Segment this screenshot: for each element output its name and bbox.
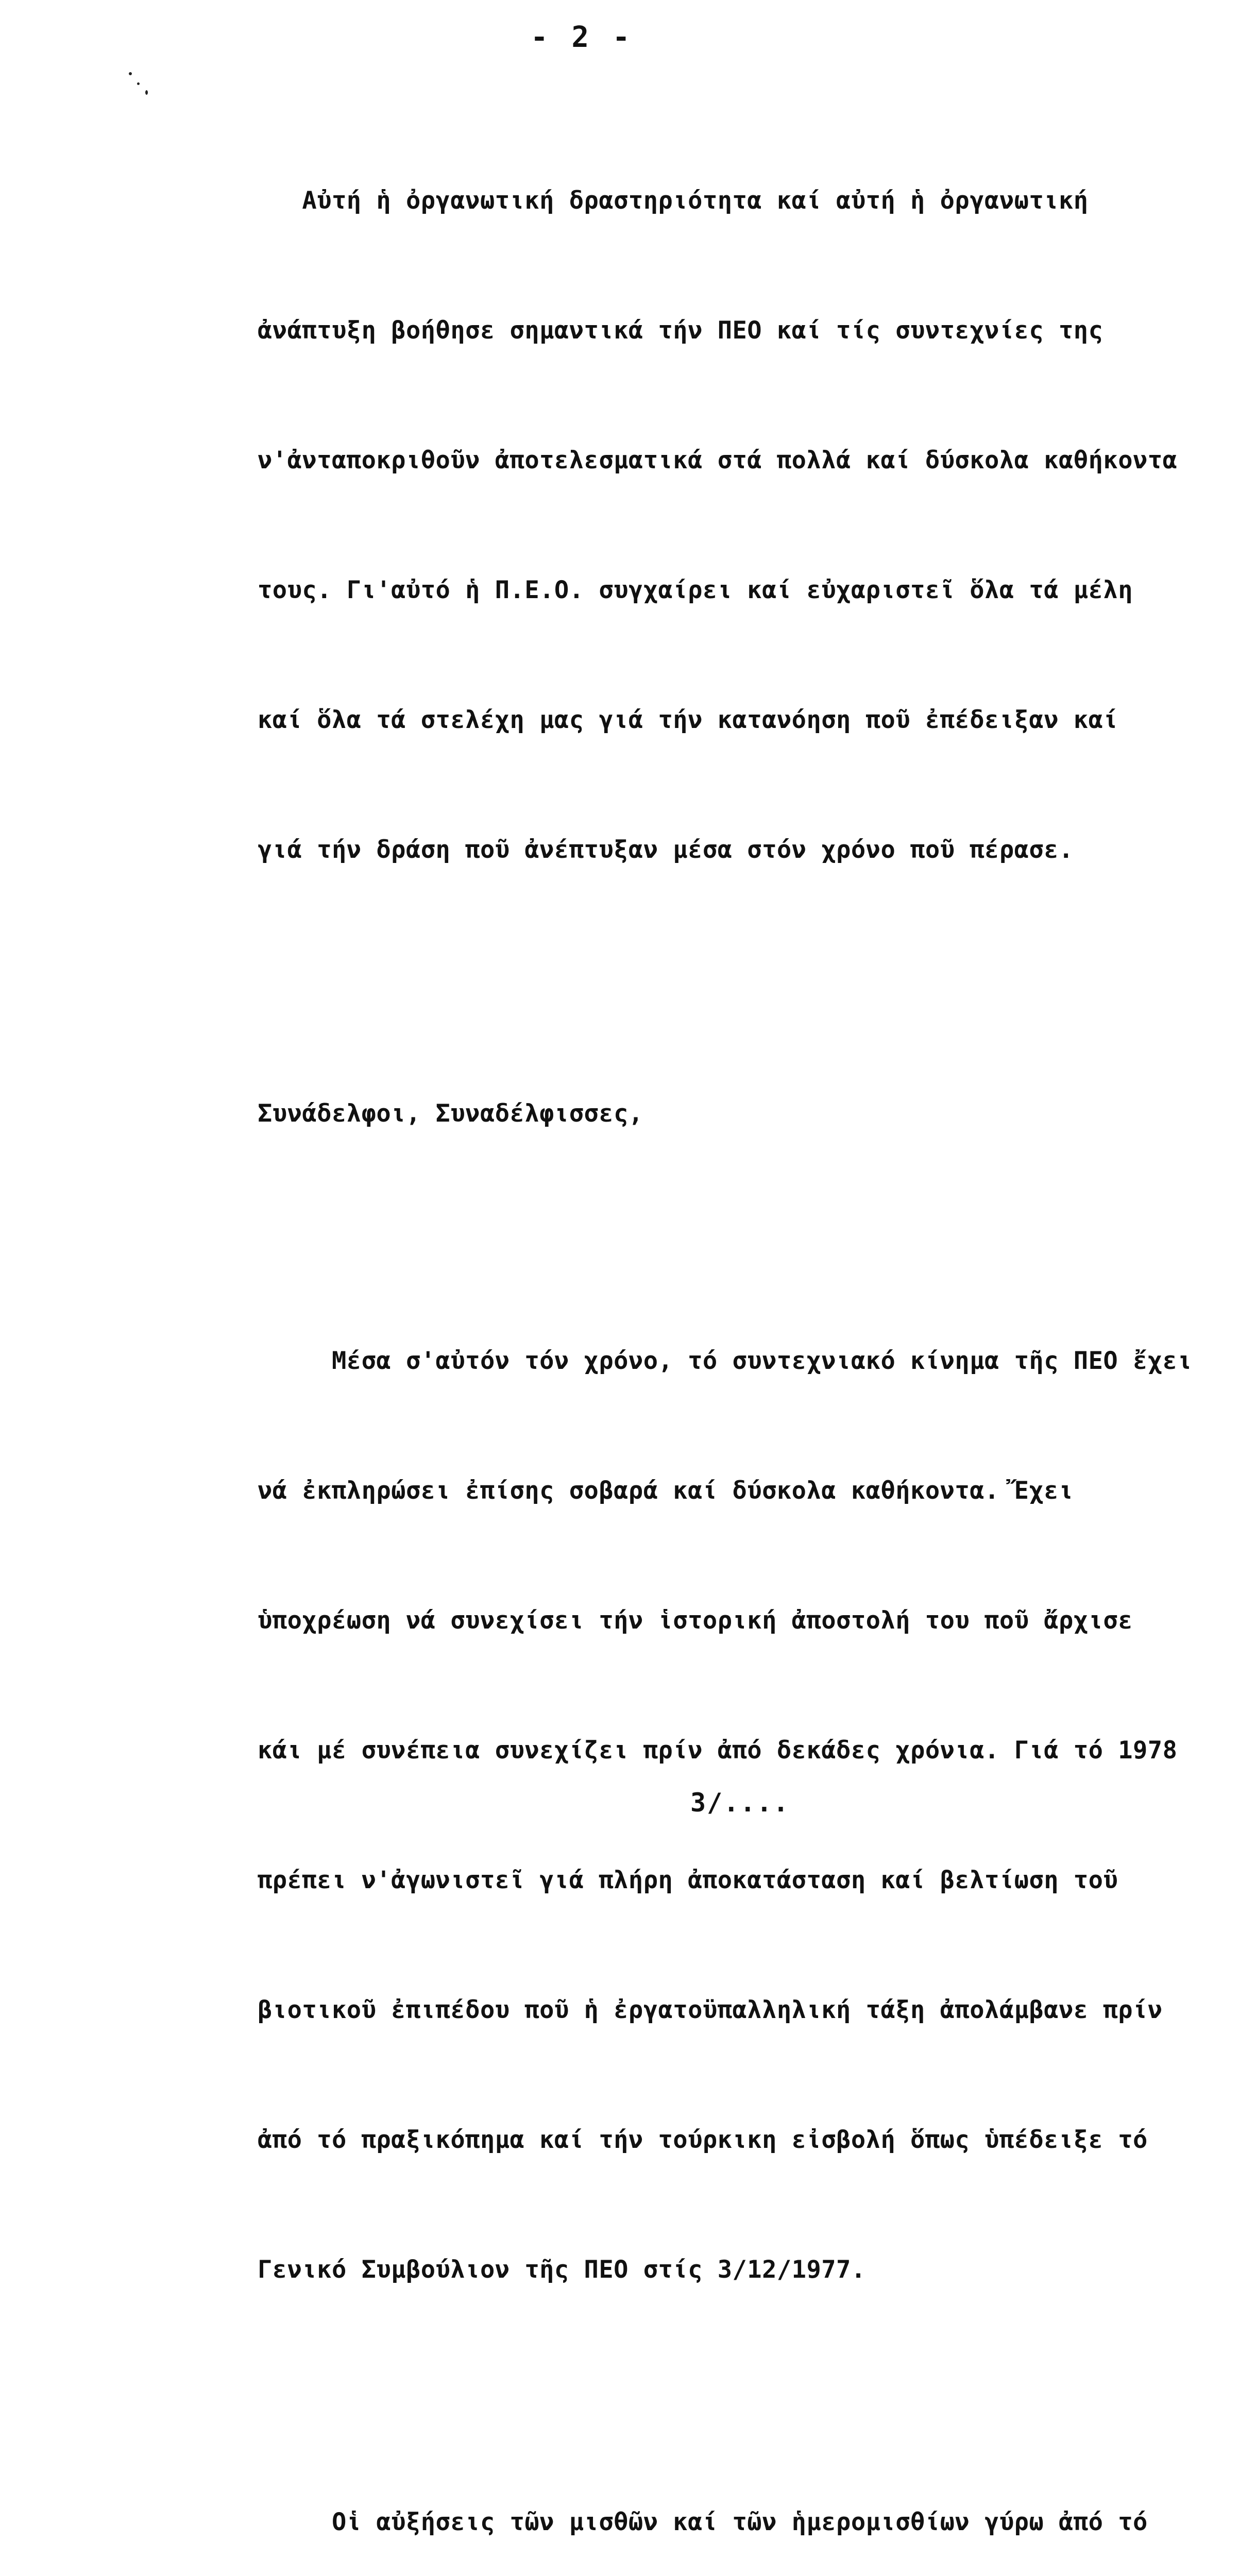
text-line: ὑποχρέωση νά συνεχίσει τήν ἱστορική ἀποστολή του ποῦ ἄρχισε [258,1606,1133,1635]
text-line: Συνάδελφοι, Συναδέλφισσες, [258,1099,643,1128]
document-body [258,93,1226,2576]
page-continuation-marker: 3/.... [690,1788,790,1818]
text-line: ἀνάπτυξη βοήθησε σημαντικά τήν ΠΕΟ καί τίς συντεχνίες της [258,316,1104,345]
paragraph-wage-increases [258,2414,1226,2576]
paragraph-organizational-activity [258,93,1226,958]
text-line: ν'ἀνταποκριθοῦν ἀποτελεσματικά στά πολλά καί δύσκολα καθήκοντα [258,446,1178,474]
text-line: Μέσα σ'αὐτόν τόν χρόνο, τό συντεχνιακό κίνημα τῆς ΠΕΟ ἔχει [258,1347,1193,1375]
text-line: Οἱ αὐξήσεις τῶν μισθῶν καί τῶν ἡμερομισθίων γύρω ἀπό τό [258,2508,1148,2536]
scan-speck [129,72,132,75]
text-line: γιά τήν δράση ποῦ ἀνέπτυξαν μέσα στόν χρόνο ποῦ πέρασε. [258,836,1074,864]
scan-speck [137,82,140,85]
text-line: καί ὅλα τά στελέχη μας γιά τήν κατανόηση ποῦ ἐπέδειξαν καί [258,706,1118,734]
text-line: βιοτικοῦ ἐπιπέδου ποῦ ἡ ἐργατοϋπαλληλική τάξη ἀπολάμβανε πρίν [258,1996,1163,2024]
scan-speck [145,90,148,95]
page-number: - 2 - [531,21,633,54]
text-line: τους. Γι'αὐτό ἡ Π.Ε.Ο. συγχαίρει καί εὐχαριστεῖ ὅλα τά μέλη [258,576,1133,604]
salutation [258,1006,1226,1222]
text-line: κάι μέ συνέπεια συνεχίζει πρίν ἀπό δεκάδες χρόνια. Γιά τό 1978 [258,1736,1178,1765]
text-line: ἀπό τό πραξικόπημα καί τήν τούρκικη εἰσβολή ὅπως ὑπέδειξε τό [258,2126,1148,2154]
text-line: πρέπει ν'ἀγωνιστεῖ γιά πλήρη ἀποκατάσταση καί βελτίωση τοῦ [258,1866,1118,1894]
text-line: Γενικό Συμβούλιον τῆς ΠΕΟ στίς 3/12/1977. [258,2256,866,2284]
text-line: Αὐτή ἡ ὀργανωτική δραστηριότητα καί αὐτή ἡ ὀργανωτική [258,187,1089,215]
text-line: νά ἐκπληρώσει ἐπίσης σοβαρά καί δύσκολα καθήκοντα. Ἔχει [258,1477,1074,1505]
